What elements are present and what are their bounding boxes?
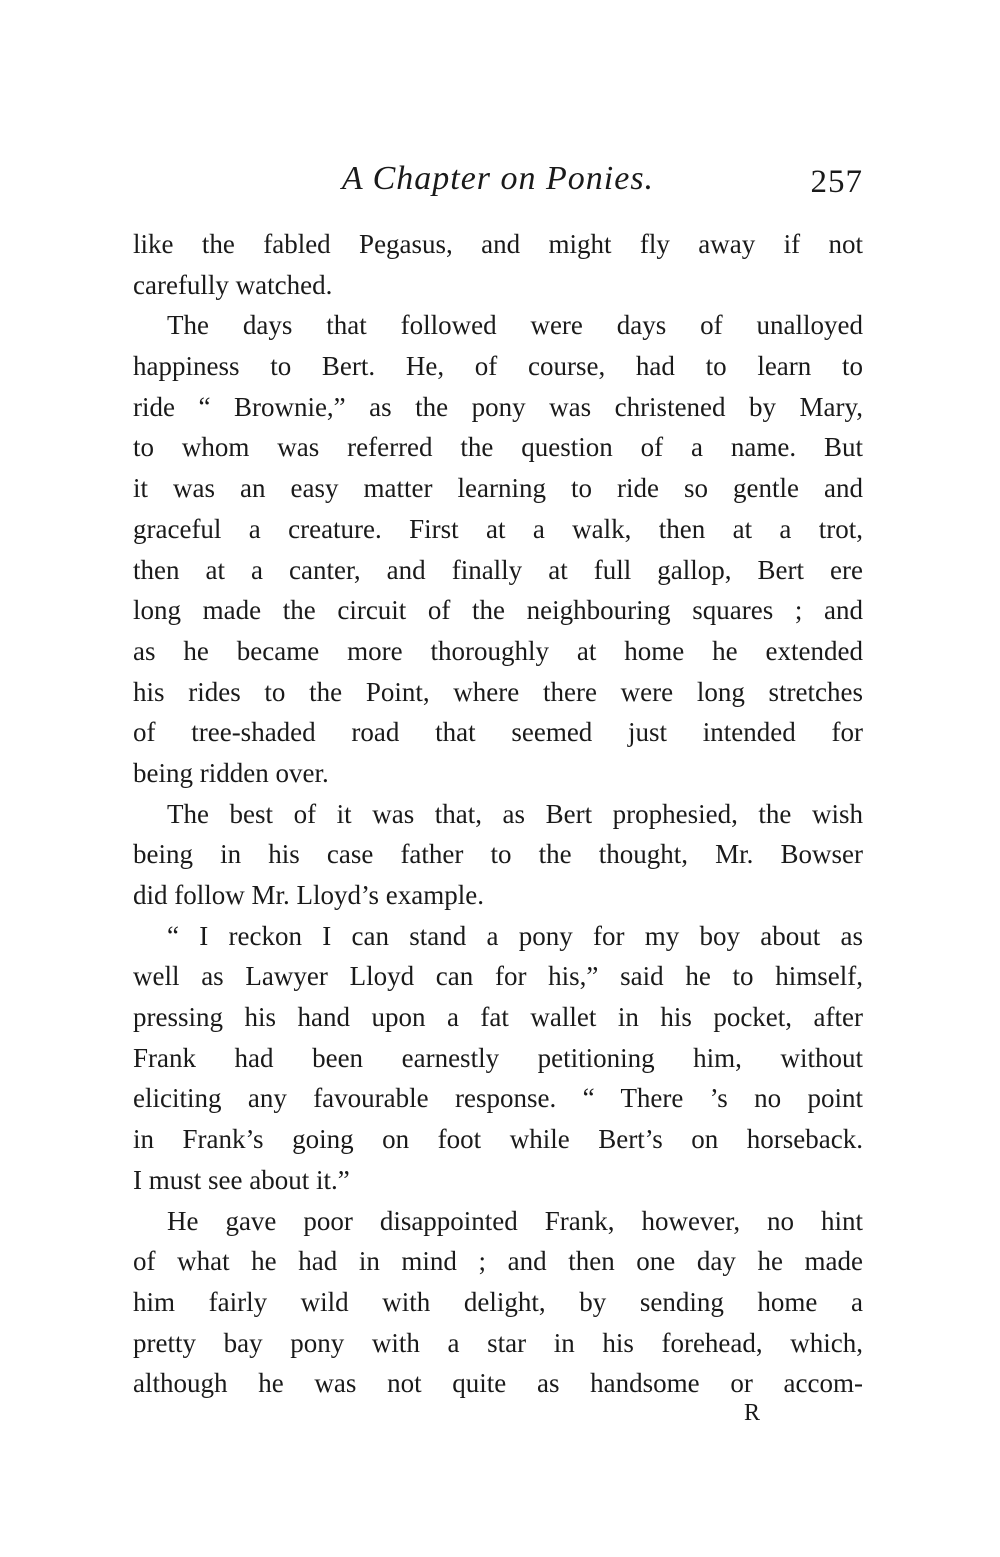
text-line: in Frank’s going on foot while Bert’s on horseback. bbox=[133, 1124, 863, 1155]
text-line: I must see about it.” bbox=[133, 1164, 350, 1195]
text-line: being ridden over. bbox=[133, 757, 329, 788]
body-text bbox=[133, 224, 863, 1404]
text-line: did follow Mr. Lloyd’s example. bbox=[133, 880, 484, 910]
text-line: although he was not quite as handsome or accom- bbox=[133, 1368, 863, 1399]
text-line: then at a canter, and finally at full gallop, Bert ere bbox=[133, 554, 863, 585]
text-line: well as Lawyer Lloyd can for his,” said he to himself, bbox=[133, 961, 863, 992]
text-line: to whom was referred the question of a name. But bbox=[133, 432, 863, 463]
running-title: A Chapter on Ponies. bbox=[341, 160, 655, 197]
page-number: 257 bbox=[810, 164, 863, 200]
text-line: carefully watched. bbox=[133, 269, 333, 300]
text-line: happiness to Bert. He, of course, had to learn to bbox=[133, 351, 863, 382]
text-line: “ I reckon I can stand a pony for my boy about as bbox=[167, 920, 863, 951]
text-line: being in his case father to the thought, Mr. Bowser bbox=[133, 839, 863, 870]
text-line: ride “ Brownie,” as the pony was christened by Mary, bbox=[133, 391, 863, 422]
text-line: his rides to the Point, where there were long stretches bbox=[133, 676, 863, 707]
text-line: Frank had been earnestly petitioning him, without bbox=[133, 1042, 863, 1073]
text-line: pressing his hand upon a fat wallet in his pocket, after bbox=[133, 1002, 863, 1033]
text-line: The best of it was that, as Bert prophesied, the wish bbox=[167, 798, 863, 829]
text-line: as he became more thoroughly at home he extended bbox=[133, 635, 863, 666]
text-line: He gave poor disappointed Frank, however, no hint bbox=[167, 1205, 863, 1236]
text-line: of tree-shaded road that seemed just intended for bbox=[133, 717, 863, 748]
text-line: of what he had in mind ; and then one day he made bbox=[133, 1246, 863, 1277]
signature-mark: R bbox=[744, 1400, 761, 1426]
text-line: like the fabled Pegasus, and might fly away if not bbox=[133, 229, 863, 259]
text-line: it was an easy matter learning to ride so gentle and bbox=[133, 473, 863, 504]
text-line: pretty bay pony with a star in his forehead, which, bbox=[133, 1327, 863, 1358]
text-line: The days that followed were days of unalloyed bbox=[167, 310, 863, 341]
running-head bbox=[133, 160, 863, 210]
text-line: graceful a creature. First at a walk, then at a trot, bbox=[133, 513, 863, 544]
text-line: eliciting any favourable response. “ There ’s no point bbox=[133, 1083, 863, 1114]
text-line: long made the circuit of the neighbouring squares ; and bbox=[133, 595, 863, 626]
text-line: him fairly wild with delight, by sending home a bbox=[133, 1286, 863, 1317]
